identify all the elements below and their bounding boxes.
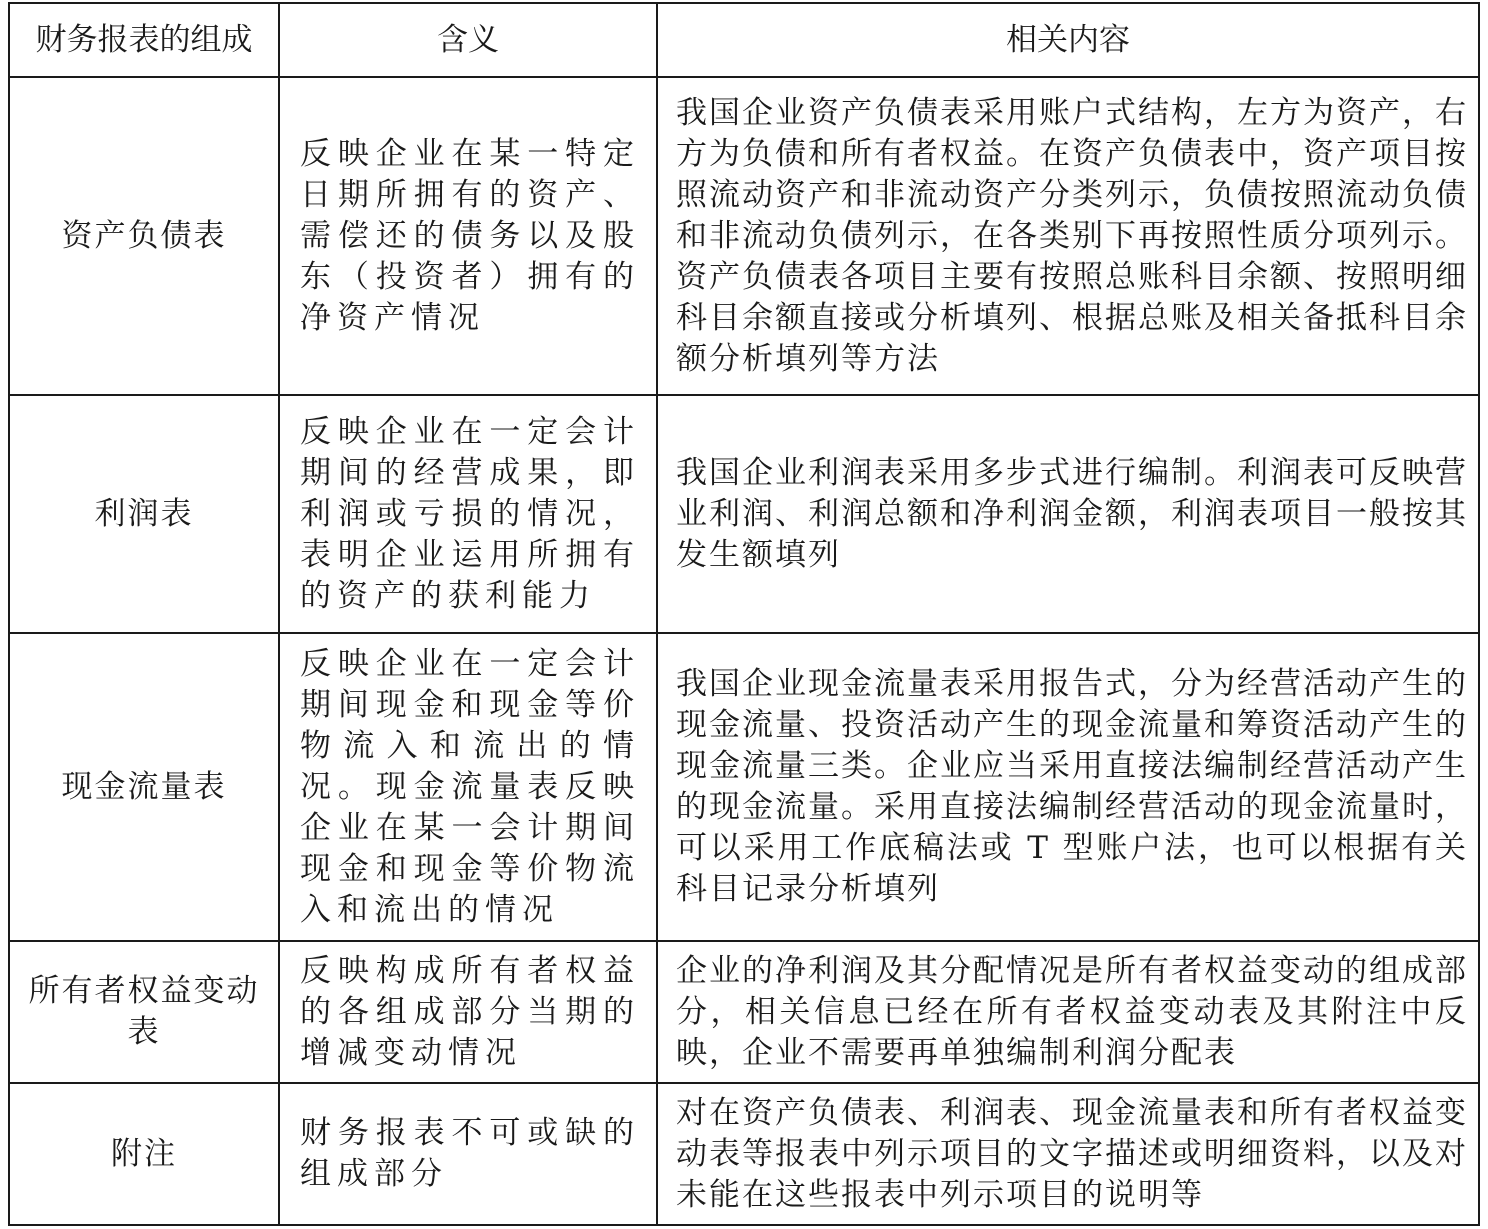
table-row-balance-sheet <box>9 77 1479 395</box>
row-meaning: 反映构成所有者权益的各组成部分当期的增减变动情况 <box>279 941 657 1083</box>
header-meaning: 含义 <box>279 3 657 77</box>
row-meaning: 反映企业在一定会计期间的经营成果，即利润或亏损的情况，表明企业运用所拥有的资产的获利能力 <box>279 395 657 633</box>
header-composition: 财务报表的组成 <box>9 3 279 77</box>
row-name: 资产负债表 <box>9 77 279 395</box>
table-row-cash-flow-statement <box>9 633 1479 941</box>
table-row-income-statement <box>9 395 1479 633</box>
table-header <box>9 3 1479 77</box>
financial-statements-table <box>8 2 1480 1226</box>
header-related-content: 相关内容 <box>657 3 1479 77</box>
row-name: 所有者权益变动表 <box>9 941 279 1083</box>
row-meaning: 反映企业在某一特定日期所拥有的资产、需偿还的债务以及股东（投资者）拥有的净资产情况 <box>279 77 657 395</box>
row-name: 附注 <box>9 1083 279 1225</box>
row-meaning: 财务报表不可或缺的组成部分 <box>279 1083 657 1225</box>
table-row-equity-changes-statement <box>9 941 1479 1083</box>
row-content: 我国企业资产负债表采用账户式结构，左方为资产，右方为负债和所有者权益。在资产负债表中，资产项目按照流动资产和非流动资产分类列示，负债按照流动负债和非流动负债列示，在各类别下再按照性质分项列示。资产负债表各项目主要有按照总账科目余额、按照明细科目余额直接或分析填列、根据总账及相关备抵科目余额分析填列等方法 <box>657 77 1479 395</box>
row-content: 企业的净利润及其分配情况是所有者权益变动的组成部分，相关信息已经在所有者权益变动表及其附注中反映，企业不需要再单独编制利润分配表 <box>657 941 1479 1083</box>
row-name: 利润表 <box>9 395 279 633</box>
row-meaning: 反映企业在一定会计期间现金和现金等价物流入和流出的情况。现金流量表反映企业在某一会计期间现金和现金等价物流入和流出的情况 <box>279 633 657 941</box>
row-content: 我国企业利润表采用多步式进行编制。利润表可反映营业利润、利润总额和净利润金额，利润表项目一般按其发生额填列 <box>657 395 1479 633</box>
row-content: 我国企业现金流量表采用报告式，分为经营活动产生的现金流量、投资活动产生的现金流量和筹资活动产生的现金流量三类。企业应当采用直接法编制经营活动产生的现金流量。采用直接法编制经营活动的现金流量时，可以采用工作底稿法或 T 型账户法，也可以根据有关科目记录分析填列 <box>657 633 1479 941</box>
row-name: 现金流量表 <box>9 633 279 941</box>
header-row <box>9 3 1479 77</box>
table-row-notes <box>9 1083 1479 1225</box>
financial-statements-table-wrapper <box>8 2 1478 1226</box>
table-body <box>9 77 1479 1225</box>
row-content: 对在资产负债表、利润表、现金流量表和所有者权益变动表等报表中列示项目的文字描述或明细资料，以及对未能在这些报表中列示项目的说明等 <box>657 1083 1479 1225</box>
